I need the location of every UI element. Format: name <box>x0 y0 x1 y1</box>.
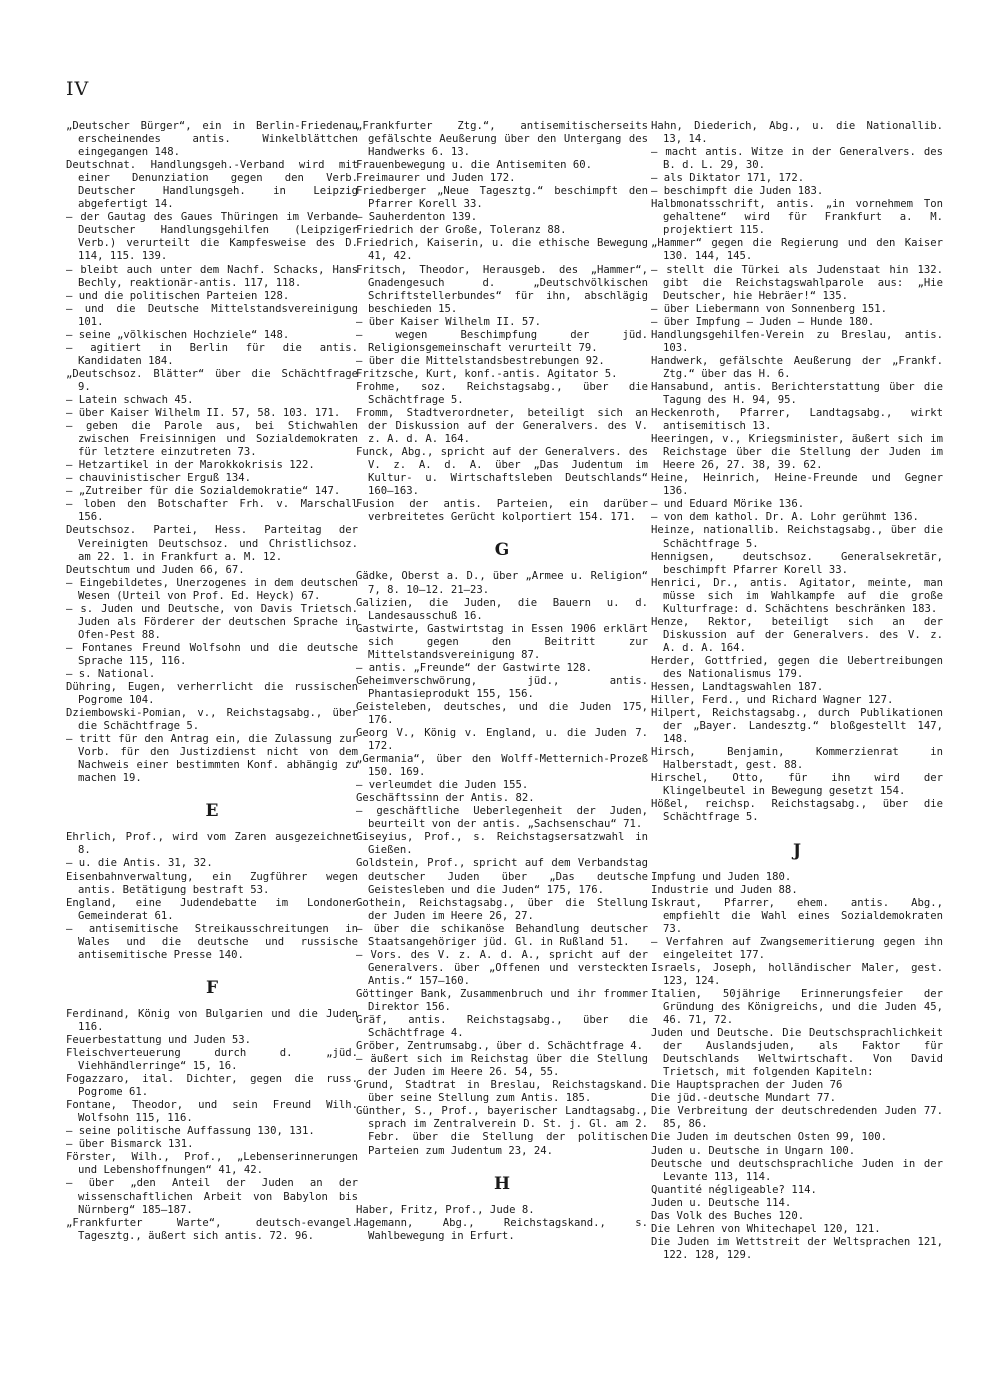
index-entry: Henrici, Dr., antis. Agitator, meinte, man müsse sich im Wahlkampfe auf die große Kulturfrage: d. Schächtens beschränken 183. <box>651 576 943 615</box>
section-letter-heading: J <box>792 840 802 861</box>
index-entry: — und Eduard Mörike 136. <box>651 498 805 511</box>
index-entry: — und die politischen Parteien 128. <box>66 289 290 302</box>
index-entry: Deutschnat. Handlungsgeh.-Verband wird mit einer Denunziation gegen den Verb. Deutscher Handlungsgeh. in Leipzig abgefertigt 14. <box>66 159 358 211</box>
index-entry: Dühring, Eugen, verherrlicht die russischen Pogrome 104. <box>66 681 358 707</box>
index-entry: Juden u. Deutsche 114. <box>651 1196 792 1209</box>
index-entry: — über „den Anteil der Juden an der wissenschaftlichen Arbeit von Babylon bis Nürnberg“ 185—187. <box>66 1177 358 1216</box>
index-entry: „Deutscher Bürger“, ein in Berlin-Friedenau erscheinendes antis. Winkelblättchen eingegangen 148. <box>66 120 358 159</box>
index-entry: Deutschtum und Juden 66, 67. <box>66 563 245 576</box>
index-column-1 <box>66 120 358 1243</box>
index-entry: — von dem kathol. Dr. A. Lohr gerühmt 136. <box>651 511 919 524</box>
section-letter-heading: E <box>205 801 219 822</box>
index-entry: — Latein schwach 45. <box>66 393 194 406</box>
index-entry: Impfung und Juden 180. <box>651 870 792 883</box>
index-entry: Heinze, nationallib. Reichstagsabg., über die Schächtfrage 5. <box>651 524 943 550</box>
index-entry: — bleibt auch unter dem Nachf. Schacks, Hans Bechly, reaktionär-antis. 117, 118. <box>66 263 358 289</box>
index-entry: Iskraut, Pfarrer, ehem. antis. Abg., empfiehlt die Wahl eines Sozialdemokraten 73. <box>651 896 943 935</box>
index-entry: Georg V., König v. England, u. die Juden 7. 172. <box>356 727 648 753</box>
index-entry: Giseyius, Prof., s. Reichstagsersatzwahl in Gießen. <box>356 831 648 857</box>
index-entry: — und die Deutsche Mittelstandsvereinigung 101. <box>66 302 358 328</box>
index-entry: Geheimverschwörung, jüd., antis. Phantasieprodukt 155, 156. <box>356 674 648 700</box>
index-entry: Heckenroth, Pfarrer, Landtagsabg., wirkt antisemitisch 13. <box>651 407 943 433</box>
index-entry: Gothein, Reichstagsabg., über die Stellung der Juden im Heere 26, 27. <box>356 896 648 922</box>
index-entry: Handlungsgehilfen-Verein zu Breslau, antis. 103. <box>651 328 943 354</box>
index-entry: — Eingebildetes, Unerzogenes in dem deutschen Wesen (Urteil von Prof. Ed. Heyck) 67. <box>66 576 358 602</box>
index-entry: — macht antis. Witze in der Generalvers. des B. d. L. 29, 30. <box>651 146 943 172</box>
index-entry: Geisteleben, deutsches, und die Juden 175, 176. <box>356 700 648 726</box>
index-entry: Göttinger Bank, Zusammenbruch und ihr frommer Direktor 156. <box>356 987 648 1013</box>
index-entry: Hennigsen, deutschsoz. Generalsekretär, beschimpft Pfarrer Korell 33. <box>651 550 943 576</box>
page-number: IV <box>66 78 90 100</box>
index-entry: — Sauherdenton 139. <box>356 211 478 224</box>
index-entry: Henze, Rektor, beteiligt sich an der Diskussion auf der Generalvers. des V. z. A. d. A. 164. <box>651 615 943 654</box>
index-entry: Italien, 50jährige Erinnerungsfeier der Gründung des Königreichs, und die Juden 45, 46. 71, 72. <box>651 987 943 1027</box>
index-entry: Herder, Gottfried, gegen die Uebertreibungen des Nationalismus 179. <box>651 654 943 680</box>
index-entry: Israels, Joseph, holländischer Maler, gest. 123, 124. <box>651 961 943 987</box>
index-entry: Quantité négligeable? 114. <box>651 1183 817 1196</box>
index-entry: Industrie und Juden 88. <box>651 883 798 896</box>
index-entry: Das Volk des Buches 120. <box>651 1209 805 1222</box>
index-entry: — seine „völkischen Hochziele“ 148. <box>66 328 290 341</box>
index-entry: — antisemitische Streikausschreitungen in Wales und die deutsche und russische antisemitische Presse 140. <box>66 922 358 961</box>
index-entry: Eisenbahnverwaltung, ein Zugführer wegen antis. Betätigung bestraft 53. <box>66 870 358 896</box>
index-entry: — über Bismarck 131. <box>66 1138 194 1151</box>
index-entry: — über Kaiser Wilhelm II. 57. <box>356 315 541 328</box>
index-entry: Goldstein, Prof., spricht auf dem Verbandstag deutscher Juden über „Das deutsche Geistesleben und die Juden“ 175, 176. <box>356 857 648 896</box>
index-entry: — über die schikanöse Behandlung deutscher Staatsangehöriger jüd. Gl. in Rußland 51. <box>356 922 648 948</box>
index-entry: — äußert sich im Reichstag über die Stellung der Juden im Heere 26. 54, 55. <box>356 1053 648 1079</box>
index-entry: Die Hauptsprachen der Juden 76 <box>651 1079 843 1092</box>
index-entry: Hahn, Diederich, Abg., u. die Nationallib. 13, 14. <box>651 120 943 146</box>
index-entry: Fontane, Theodor, und sein Freund Wilh. Wolfsohn 115, 116. <box>66 1099 358 1125</box>
index-entry: — Verfahren auf Zwangsemeritierung gegen ihn eingeleitet 177. <box>651 935 943 961</box>
index-entry: Frohme, soz. Reichstagsabg., über die Schächtfrage 5. <box>356 380 648 406</box>
index-entry: Die Juden im Wettstreit der Weltsprachen 121, 122. 128, 129. <box>651 1235 943 1261</box>
index-entry: Hansabund, antis. Berichterstattung über die Tagung des H. 94, 95. <box>651 380 943 406</box>
index-entry: — antis. „Freunde“ der Gastwirte 128. <box>356 661 592 674</box>
index-entry: Freimaurer und Juden 172. <box>356 172 516 185</box>
index-entry: — über Kaiser Wilhelm II. 57, 58. 103. 171. <box>66 407 341 420</box>
index-entry: „Germania“, über den Wolff-Metternich-Prozeß 150. 169. <box>356 753 648 779</box>
index-entry: Hößel, reichsp. Reichstagsabg., über die Schächtfrage 5. <box>651 798 943 824</box>
index-entry: — wegen Beschimpfung der jüd. Religionsgemeinschaft verurteilt 79. <box>356 328 648 354</box>
index-entry: — geben die Parole aus, bei Stichwahlen zwischen Freisinnigen und Sozialdemokraten für letztere einzutreten 73. <box>66 420 358 459</box>
index-entry: Hessen, Landtagswahlen 187. <box>651 681 824 694</box>
index-entry: — über Liebermann von Sonnenberg 151. <box>651 302 887 315</box>
index-entry: Gröber, Zentrumsabg., über d. Schächtfrage 4. <box>356 1040 644 1053</box>
section-letter-heading: H <box>493 1173 511 1194</box>
index-entry: Geschäftssinn der Antis. 82. <box>356 792 535 805</box>
index-entry: „Frankfurter Warte“, deutsch-evangel. Tagesztg., äußert sich antis. 72. 96. <box>66 1216 358 1242</box>
index-column-3 <box>651 120 943 1262</box>
index-entry: — s. National. <box>66 667 156 680</box>
index-entry: Fleischverteuerung durch d. „jüd. Viehhändlerringe“ 15, 16. <box>66 1047 358 1073</box>
index-entry: — s. Juden und Deutsche, von Davis Trietsch. Juden als Förderer der deutschen Sprache in Ofen-Pest 88. <box>66 602 358 641</box>
index-entry: Die Lehren von Whitechapel 120, 121. <box>651 1222 881 1235</box>
index-entry: „Deutschsoz. Blätter“ über die Schächtfrage 9. <box>66 367 358 393</box>
index-entry: Heeringen, v., Kriegsminister, äußert sich im Reichstage über die Stellung der Juden im Heere 26, 27. 38, 39. 62. <box>651 433 943 472</box>
index-entry: Deutschsoz. Partei, Hess. Parteitag der Vereinigten Deutschsoz. und Christlichsoz. am 22. 1. in Frankfurt a. M. 12. <box>66 524 358 563</box>
index-entry: — u. die Antis. 31, 32. <box>66 857 213 870</box>
index-entry: Heine, Heinrich, Heine-Freunde und Gegner 136. <box>651 472 943 498</box>
index-entry: Halbmonatsschrift, antis. „in vornehmem Ton gehaltene“ wird für Frankfurt a. M. projektiert 115. <box>651 198 943 237</box>
index-entry: — agitiert in Berlin für die antis. Kandidaten 184. <box>66 341 358 367</box>
index-entry: Galizien, die Juden, die Bauern u. d. Landesausschuß 16. <box>356 596 648 622</box>
index-entry: Grund, Stadtrat in Breslau, Reichstagskand. über seine Stellung zum Antis. 185. <box>356 1079 648 1105</box>
index-entry: Deutsche und deutschsprachliche Juden in der Levante 113, 114. <box>651 1157 943 1183</box>
index-entry: Hiller, Ferd., und Richard Wagner 127. <box>651 694 894 707</box>
index-column-2 <box>356 120 648 1243</box>
index-entry: „Hammer“ gegen die Regierung und den Kaiser 130. 144, 145. <box>651 237 943 263</box>
index-entry: „Frankfurter Ztg.“, antisemitischerseits gefälschte Aeußerung über den Untergang des Handwerks 6. 13. <box>356 120 648 159</box>
index-entry: Friedberger „Neue Tagesztg.“ beschimpft den Pfarrer Korell 33. <box>356 185 648 211</box>
index-entry: — tritt für den Antrag ein, die Zulassung zur Vorb. für den Justizdienst nicht von dem Nachweis einer bestimmten Konf. abhängig zu machen 19. <box>66 733 358 785</box>
index-entry: Hirsch, Benjamin, Kommerzienrat in Halberstadt, gest. 88. <box>651 746 943 772</box>
index-entry: Die Juden im deutschen Osten 99, 100. <box>651 1131 887 1144</box>
section-letter-heading: G <box>494 540 510 561</box>
index-entry: Hagemann, Abg., Reichstagskand., s. Wahlbewegung in Erfurt. <box>356 1216 648 1242</box>
index-entry: Feuerbestattung und Juden 53. <box>66 1033 251 1046</box>
index-entry: Juden und Deutsche. Die Deutschsprachlichkeit der Auslandsjuden, als Faktor für Deutschlands Weltwirtschaft. Von David Trietsch, mit folgenden Kapiteln: <box>651 1027 943 1079</box>
index-entry: Frauenbewegung u. die Antisemiten 60. <box>356 159 592 172</box>
index-entry: Hilpert, Reichstagsabg., durch Publikationen der „Bayer. Landesztg.“ bloßgestellt 147, 148. <box>651 707 943 746</box>
index-entry: — verleumdet die Juden 155. <box>356 779 529 792</box>
index-entry: — beschimpft die Juden 183. <box>651 185 824 198</box>
index-entry: — seine politische Auffassung 130, 131. <box>66 1125 315 1138</box>
index-entry: — über die Mittelstandsbestrebungen 92. <box>356 354 605 367</box>
index-entry: — der Gautag des Gaues Thüringen im Verbande Deutscher Handlungsgehilfen (Leipziger Verb.) verurteilt die Kampfesweise des D. 114, 115. 139. <box>66 211 358 263</box>
index-entry: Hirschel, Otto, für ihn wird der Klingelbeutel in Bewegung gesetzt 154. <box>651 772 943 798</box>
index-entry: Friedrich, Kaiserin, u. die ethische Bewegung 41, 42. <box>356 237 648 263</box>
index-entry: — loben den Botschafter Frh. v. Marschall 156. <box>66 498 358 524</box>
index-entry: Die jüd.-deutsche Mundart 77. <box>651 1092 836 1105</box>
index-entry: Fritzsche, Kurt, konf.-antis. Agitator 5. <box>356 367 618 380</box>
index-entry: Haber, Fritz, Prof., Jude 8. <box>356 1203 535 1216</box>
index-entry: — „Zutreiber für die Sozialdemokratie“ 147. <box>66 485 341 498</box>
index-entry: Handwerk, gefälschte Aeußerung der „Frankf. Ztg.“ über das H. 6. <box>651 354 943 380</box>
index-entry: Die Verbreitung der deutschredenden Juden 77. 85, 86. <box>651 1105 943 1131</box>
index-entry: Fritsch, Theodor, Herausgeb. des „Hammer“, Gnadengesuch d. „Deutschvölkischen Schriftstellerbundes“ für ihn, abschlägig beschieden 15. <box>356 263 648 315</box>
index-entry: — Hetzartikel in der Marokkokrisis 122. <box>66 459 315 472</box>
index-entry: Fromm, Stadtverordneter, beteiligt sich an der Diskussion auf der Generalvers. des V. z. A. d. A. 164. <box>356 407 648 446</box>
index-entry: Fusion der antis. Parteien, ein darüber verbreitetes Gerücht kolportiert 154. 171. <box>356 498 648 524</box>
index-entry: Dziembowski-Pomian, v., Reichstagsabg., über die Schächtfrage 5. <box>66 707 358 733</box>
index-entry: — geschäftliche Ueberlegenheit der Juden, beurteilt von der antis. „Sachsenschau“ 71. <box>356 805 648 831</box>
index-entry: Funck, Abg., spricht auf der Generalvers. des V. z. A. d. A. über „Das Judentum im Kultur- u. Wirtschaftsleben Deutschlands“ 160—163. <box>356 446 648 498</box>
index-entry: — chauvinistischer Erguß 134. <box>66 472 251 485</box>
index-entry: Ferdinand, König von Bulgarien und die Juden 116. <box>66 1007 358 1033</box>
index-entry: — als Diktator 171, 172. <box>651 172 805 185</box>
index-entry: England, eine Judendebatte im Londoner Gemeinderat 61. <box>66 896 358 922</box>
index-entry: — Vors. des V. z. A. d. A., spricht auf der Generalvers. über „Offenen und versteckten Antis.“ 157—160. <box>356 948 648 987</box>
index-entry: Ehrlich, Prof., wird vom Zaren ausgezeichnet 8. <box>66 831 358 857</box>
index-entry: — stellt die Türkei als Judenstaat hin 132. gibt die Reichstagswahlparole aus: „Hie Deutscher, hie Hebräer!“ 135. <box>651 263 943 302</box>
index-entry: — über Impfung — Juden — Hunde 180. <box>651 315 875 328</box>
index-entry: Fogazzaro, ital. Dichter, gegen die russ. Pogrome 61. <box>66 1073 358 1099</box>
index-entry: Gastwirte, Gastwirtstag in Essen 1906 erklärt sich gegen den Beitritt zur Mittelstandsvereinigung 87. <box>356 622 648 661</box>
index-entry: Gräf, antis. Reichstagsabg., über die Schächtfrage 4. <box>356 1014 648 1040</box>
index-entry: Günther, S., Prof., bayerischer Landtagsabg., sprach im Zentralverein D. St. j. Gl. am 2. Febr. über die Stellung der politischen Parteien zum Judentum 23, 24. <box>356 1105 648 1157</box>
index-entry: Gädke, Oberst a. D., über „Armee u. Religion“ 7, 8. 10—12. 21—23. <box>356 570 648 596</box>
index-entry: — Fontanes Freund Wolfsohn und die deutsche Sprache 115, 116. <box>66 641 358 667</box>
index-entry: Förster, Wilh., Prof., „Lebenserinnerungen und Lebenshoffnungen“ 41, 42. <box>66 1151 358 1177</box>
index-entry: Friedrich der Große, Toleranz 88. <box>356 224 567 237</box>
section-letter-heading: F <box>205 977 219 998</box>
index-entry: Juden u. Deutsche in Ungarn 100. <box>651 1144 856 1157</box>
